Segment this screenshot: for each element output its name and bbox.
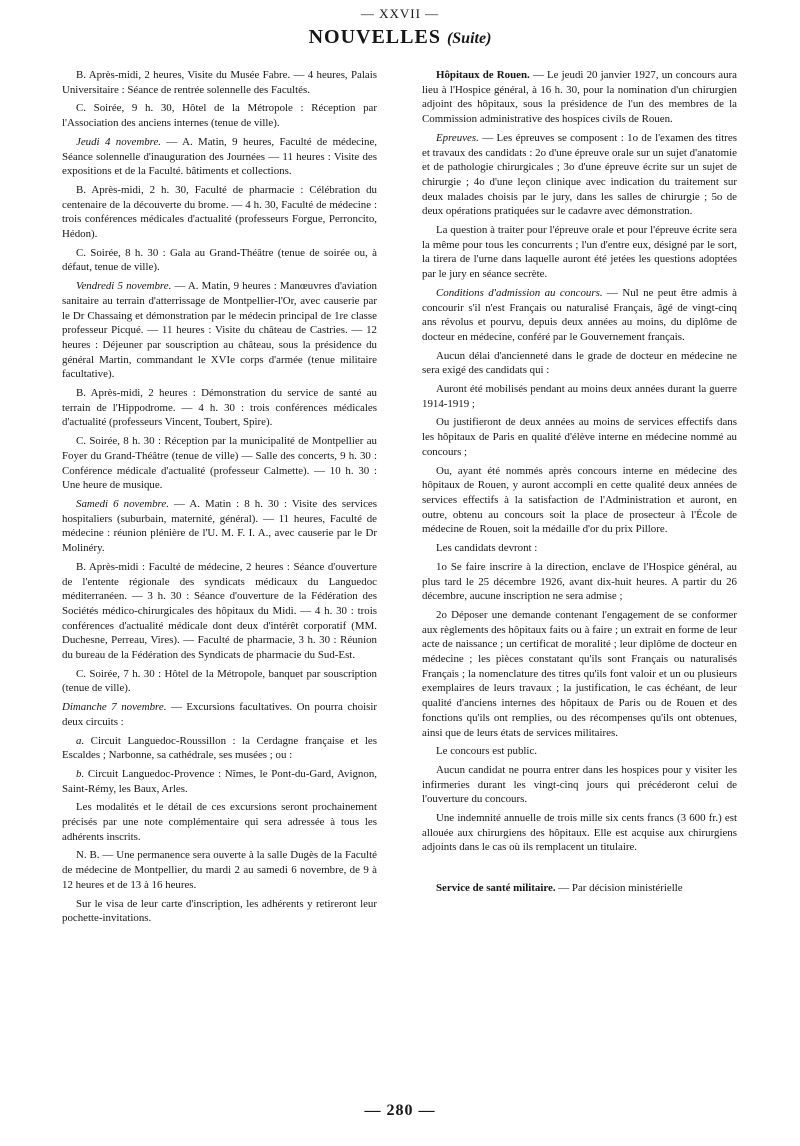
paragraph	[422, 223, 737, 282]
paragraph	[62, 246, 377, 275]
paragraph	[62, 279, 377, 382]
paragraph-text: B. Après-midi, 2 heures, Visite du Musée Fabre. — 4 heures, Palais Universitaire : Séance de rentrée solennelle des Facultés.	[62, 69, 377, 96]
paragraph	[422, 608, 737, 740]
paragraph	[62, 897, 377, 926]
paragraph-text: — Excursions facultatives. On pourra choisir deux circuits :	[62, 701, 377, 728]
paragraph	[62, 848, 377, 892]
paragraph-text: Ou justifieront de deux années au moins de services effectifs dans les hôpitaux de Paris en qualité d'élève interne en médecine nommé au concours ;	[422, 416, 737, 458]
paragraph-text: — A. Matin, 9 heures : Manœuvres d'aviation sanitaire au terrain d'atterrissage de Montpellier-l'Or, avec causerie par le Dr Chassaing et démonstration par le médecin principal de 1re classe professeur Picqué. — 11 heures : Visite du château de Castries. — 12 heures : Déjeuner par souscription au château, sous la présidence du général Martin, commandant le XVIe corps d'armée (tenue militaire facultative).	[62, 280, 377, 381]
paragraph	[422, 881, 737, 896]
paragraph-text: — Le jeudi 20 janvier 1927, un concours aura lieu à l'Hospice général, à 16 h. 30, pour la nomination d'un chirurgien adjoint des hôpitaux, sous la présidence de l'un des membres de la Commission administrative des hospices civils de Rouen.	[422, 69, 738, 126]
paragraph-text: — A. Matin : 8 h. 30 : Visite des services hospitaliers (suburbain, maternité, général). — 11 heures, Faculté de médecine : réunion plénière de l'U. M. F. I. A., avec causerie par le Dr Molinéry.	[62, 497, 377, 555]
paragraph-text: B. Après-midi : Faculté de médecine, 2 heures : Séance d'ouverture de l'entente régionale des syndicats médicaux du Languedoc méditerranéen. — 3 h. 30 : Séance d'ouverture de la Fédération des Sociétés médico-chirurgicales des hôpitaux du Midi. — 4 h. 30 : trois conférences d'actualité médicale dont deux d'intérêt corporatif (MM. Duchesne, Perreau, Vires). — Faculté de pharmacie, 3 h. 30 : Réunion du bureau de la Fédération des Syndicats de pharmacie du Sud-Est.	[62, 560, 377, 662]
paragraph-text: Auront été mobilisés pendant au moins deux années durant la guerre 1914-1919 ;	[422, 383, 737, 410]
paragraph-text: Circuit Languedoc-Roussillon : la Cerdagne française et les Escaldes ; Narbonne, sa cathédrale, ses musées ; ou :	[62, 734, 377, 762]
paragraph	[422, 131, 737, 219]
paragraph-text: C. Soirée, 7 h. 30 : Hôtel de la Métropole, banquet par souscription (tenue de ville).	[62, 667, 377, 695]
paragraph-text: Circuit Languedoc-Provence : Nîmes, le Pont-du-Gard, Avignon, Saint-Rémy, les Baux, Arles.	[62, 767, 377, 795]
paragraph	[62, 101, 377, 130]
paragraph-text: 1o Se faire inscrire à la direction, enclave de l'Hospice général, au plus tard le 25 décembre 1926, avant dix-huit heures. A partir du 26 décembre, aucune inscription ne sera admise ;	[422, 560, 737, 603]
paragraph	[62, 700, 377, 729]
section-lead: Service de santé militaire.	[436, 882, 556, 895]
heading-suite: (Suite)	[446, 30, 492, 47]
paragraph-text: Aucun candidat ne pourra entrer dans les hospices pour y visiter les infirmeries durant les vingt-cinq jours qui précéderont celui de l'ouverture du concours.	[422, 763, 737, 806]
paragraph-text: 2o Déposer une demande contenant l'engagement de se conformer aux règlements des hôpitaux faits ou à faire ; un extrait en forme de leur acte de naissance ; un certificat de moralité ; leur diplôme de docteur en médecine ; les pièces constatant qu'ils sont Français ou naturalisés Français ; la nomenclature des titres qu'ils font valoir et un ou plusieurs exemplaires de leurs travaux ; la justification, le cas échéant, de leur qualité d'anciens internes des hôpitaux de Paris ou de Rouen et des fonctions qu'ils ont remplies, ou des récompenses qu'ils ont obtenues, ainsi que de leurs états de services militaires.	[422, 608, 737, 739]
page-number: — 280 —	[364, 1102, 436, 1119]
italic-lead: Jeudi 4 novembre.	[76, 135, 162, 148]
paragraph	[422, 415, 737, 459]
paragraph-text: C. Soirée, 8 h. 30 : Réception par la municipalité de Montpellier au Foyer du Grand-Théâtre (tenue de ville) — Salle des concerts, 9 h. 30 : Conférence médicale d'actualité (professeur Calmette). — 10 h. 30 : Une heure de musique.	[62, 435, 377, 492]
italic-lead: Conditions d'admission au concours.	[436, 286, 603, 299]
paragraph	[62, 183, 377, 242]
paragraph	[422, 763, 737, 807]
paragraph	[422, 68, 737, 127]
paragraph	[422, 811, 737, 855]
paragraph	[62, 767, 377, 796]
paragraph-text: — Les épreuves se composent : 1o de l'examen des titres et travaux des candidats : 2o d'une épreuve orale sur un sujet d'anatomie et de pathologie chirurgicales ; 3o d'une épreuve écrite sur un sujet de chirurgie ; 4o d'une leçon clinique avec indication du traitement sur deux malades choisis par le jury, dans les salles de chirurgie ; 5o de deux opérations pratiquées sur le cadavre avec démonstration.	[422, 131, 737, 218]
paragraph-text: Le concours est public.	[436, 745, 538, 758]
paragraph-text: Une indemnité annuelle de trois mille six cents francs (3 600 fr.) est allouée aux chirurgiens des hôpitaux. Elle est acquise aux chirurgiens adjoints dans le cas où ils remplacent un titulaire.	[422, 812, 737, 854]
paragraph	[422, 286, 737, 345]
paragraph	[422, 541, 737, 556]
heading-title: NOUVELLES	[308, 26, 441, 48]
paragraph-text: Les candidats devront :	[436, 542, 538, 555]
paragraph-text: La question à traiter pour l'épreuve orale et pour l'épreuve écrite sera la même pour tous les concurrents ; l'un d'entre eux, désigné par le sort, la tirera de l'urne dans laquelle auront été jetées les questions adoptées par le jury en séance secrète.	[422, 224, 737, 281]
paragraph-text: — Par décision ministérielle	[555, 882, 683, 895]
paragraph	[62, 434, 377, 493]
paragraph	[62, 68, 377, 97]
paragraph	[422, 464, 737, 538]
italic-lead: b.	[76, 767, 85, 780]
italic-lead: a.	[76, 734, 85, 747]
paragraph-text: C. Soirée, 8 h. 30 : Gala au Grand-Théâtre (tenue de soirée ou, à défaut, tenue de ville).	[62, 246, 377, 274]
italic-lead: Vendredi 5 novembre.	[76, 280, 172, 293]
italic-lead: Epreuves.	[436, 131, 479, 144]
paragraph-text: N. B. — Une permanence sera ouverte à la salle Dugès de la Faculté de médecine de Montpellier, du mardi 2 au samedi 6 novembre, de 9 à 12 heures et de 13 à 16 heures.	[62, 849, 377, 891]
paragraph	[62, 734, 377, 763]
italic-lead: Samedi 6 novembre.	[76, 497, 169, 510]
paragraph	[62, 497, 377, 556]
paragraph	[422, 744, 737, 759]
paragraph-text: C. Soirée, 9 h. 30, Hôtel de la Métropole : Réception par l'Association des anciens internes (tenue de ville).	[62, 102, 377, 130]
paragraph	[62, 135, 377, 179]
paragraph-text: Les modalités et le détail de ces excursions seront prochainement précisés par une note complémentaire qui sera adressée à tous les adhérents inscrits.	[62, 801, 377, 843]
paragraph	[422, 349, 737, 378]
paragraph	[422, 560, 737, 604]
paragraph-text: Sur le visa de leur carte d'inscription, les adhérents y retireront leur pochette-invitations.	[62, 897, 377, 925]
paragraph	[62, 667, 377, 696]
paragraph-text: B. Après-midi, 2 heures : Démonstration du service de santé au terrain de l'Hippodrome. — 4 h. 30 : trois conférences médicales d'actualité (professeurs Vincent, Toubert, Spire).	[62, 387, 377, 429]
page-heading	[0, 26, 800, 49]
paragraph-text: — Nul ne peut être admis à concourir s'il n'est Français ou naturalisé Français, âgé de vingt-cinq ans révolus et pourvu, depuis deux années au moins, du diplôme de docteur en médecine, conféré par le Gouvernement français.	[422, 286, 737, 343]
paragraph	[62, 800, 377, 844]
paragraph-text: Aucun délai d'ancienneté dans le grade de docteur en médecine ne sera exigé des candidats qui :	[422, 349, 737, 377]
section-lead: Hôpitaux de Rouen.	[436, 69, 530, 81]
paragraph-text: — A. Matin, 9 heures, Faculté de médecine, Séance solennelle d'inauguration des Journées — 11 heures : Visite des expositions et de la Faculté. bâtiments et collections.	[62, 135, 378, 178]
italic-lead: Dimanche 7 novembre.	[62, 701, 167, 714]
paragraph	[62, 560, 377, 663]
left-column	[62, 68, 377, 930]
paragraph-text: B. Après-midi, 2 h. 30, Faculté de pharmacie : Célébration du centenaire de la découverte du brome. — 4 h. 30, Faculté de médecine : trois conférences médicales d'actualité (professeurs Forgue, Perroncito, Hédon).	[62, 183, 377, 241]
paragraph	[422, 382, 737, 411]
section-gap	[422, 859, 737, 881]
paragraph	[62, 386, 377, 430]
paragraph-text: Ou, ayant été nommés après concours interne en médecine des hôpitaux de Rouen, y auront accompli en cette qualité deux années de services effectifs à la satisfaction de l'Administration et auront, en outre, obtenu au concours soit la place de prosecteur à l'École de médecine de Rouen, soit la médaille d'or du prix Pillore.	[422, 464, 737, 536]
roman-folio: — XXVII —	[360, 6, 440, 21]
right-column	[422, 68, 737, 900]
